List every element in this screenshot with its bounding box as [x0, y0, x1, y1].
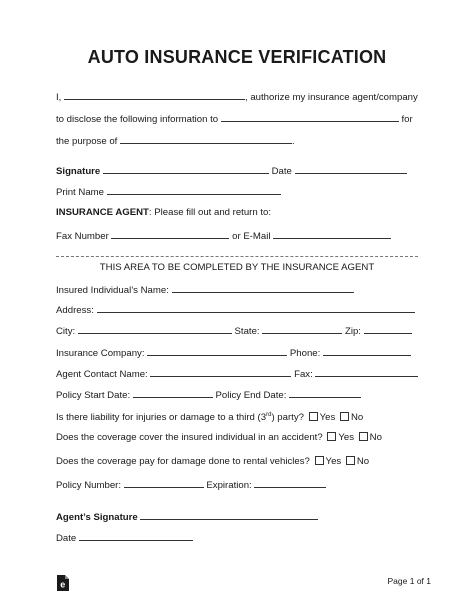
print-name-blank[interactable]	[107, 185, 281, 195]
purpose-suffix: .	[292, 136, 295, 147]
agent-signature-line	[56, 510, 418, 524]
authorize-line	[56, 90, 418, 104]
rental-yes-label: Yes	[325, 456, 342, 467]
signature-line	[56, 164, 418, 178]
zip-blank[interactable]	[364, 324, 412, 334]
disclose-suffix: for	[401, 114, 413, 125]
signature-blank[interactable]	[103, 164, 269, 174]
section-heading: THIS AREA TO BE COMPLETED BY THE INSURANCE AGENT	[99, 262, 375, 273]
svg-text:e: e	[60, 579, 66, 590]
policy-end-label: Policy End Date:	[215, 390, 287, 401]
city-state-zip-line	[56, 324, 418, 338]
agent-contact-blank[interactable]	[150, 367, 291, 377]
phone-label: Phone:	[289, 348, 321, 359]
disclose-line	[56, 112, 418, 126]
policy-start-blank[interactable]	[133, 388, 213, 398]
email-blank[interactable]	[273, 229, 391, 239]
form-title: AUTO INSURANCE VERIFICATION	[87, 47, 387, 67]
section-divider	[56, 256, 418, 257]
disclose-prefix: to disclose the following information to	[56, 114, 219, 125]
policy-dates-line	[56, 388, 418, 402]
agent-instructions	[56, 207, 418, 219]
zip-label: Zip:	[344, 326, 361, 337]
policy-number-label: Policy Number:	[56, 480, 122, 491]
company-phone-line	[56, 346, 418, 360]
liability-question-text: Is there liability for injuries or damage to a third (3	[56, 412, 267, 424]
agent-signature-blank[interactable]	[140, 510, 318, 520]
insurance-company-label: Insurance Company:	[56, 348, 145, 359]
page-number: Page 1 of 1	[387, 576, 431, 586]
liability-question-after: ) party?	[271, 412, 304, 424]
insured-name-line	[56, 283, 418, 297]
expiration-label: Expiration:	[206, 480, 252, 491]
agent-instructions-bold: INSURANCE AGENT	[56, 207, 149, 218]
email-label: or E-Mail	[232, 231, 271, 242]
address-line	[56, 303, 418, 317]
agent-date-blank[interactable]	[79, 531, 193, 541]
fax-email-line	[56, 229, 418, 243]
rental-yes-checkbox[interactable]	[315, 456, 324, 465]
policy-number-blank[interactable]	[124, 478, 204, 488]
signature-date-label: Date	[271, 166, 292, 177]
print-name-line	[56, 185, 418, 199]
coverage-question	[56, 432, 418, 444]
rental-no-label: No	[356, 456, 370, 467]
agent-date-line	[56, 531, 418, 545]
phone-blank[interactable]	[323, 346, 411, 356]
city-label: City:	[56, 326, 76, 337]
agent-fax-blank[interactable]	[315, 367, 418, 377]
coverage-question-text: Does the coverage cover the insured individual in an accident?	[56, 432, 323, 443]
rental-question	[56, 456, 418, 468]
signature-label: Signature	[56, 166, 101, 177]
insured-name-label: Insured Individual’s Name:	[56, 285, 169, 296]
coverage-no-checkbox[interactable]	[359, 432, 368, 441]
signature-date-blank[interactable]	[295, 164, 407, 174]
eforms-logo-icon	[56, 575, 69, 591]
liability-yes-label: Yes	[319, 412, 336, 424]
agent-fax-label: Fax:	[294, 369, 313, 380]
purpose-line	[56, 134, 418, 148]
purpose-prefix: the purpose of	[56, 136, 118, 147]
coverage-yes-checkbox[interactable]	[327, 432, 336, 441]
address-blank[interactable]	[97, 303, 415, 313]
agent-contact-label: Agent Contact Name:	[56, 369, 148, 380]
agent-instructions-text: : Please fill out and return to:	[148, 207, 272, 218]
insurance-company-blank[interactable]	[147, 346, 287, 356]
agent-fax-line	[56, 367, 418, 381]
rental-no-checkbox[interactable]	[346, 456, 355, 465]
expiration-blank[interactable]	[254, 478, 326, 488]
rental-question-text: Does the coverage pay for damage done to rental vehicles?	[56, 456, 310, 467]
city-blank[interactable]	[78, 324, 232, 334]
agent-signature-label: Agent’s Signature	[56, 512, 138, 523]
coverage-yes-label: Yes	[338, 432, 354, 443]
liability-yes-checkbox[interactable]	[309, 412, 318, 421]
address-label: Address:	[56, 305, 94, 316]
purpose-blank[interactable]	[120, 134, 292, 144]
insured-name-blank[interactable]	[172, 283, 354, 293]
liability-question-sup: rd	[266, 412, 272, 418]
coverage-no-label: No	[369, 432, 382, 443]
liability-no-checkbox[interactable]	[340, 412, 349, 421]
print-name-label: Print Name	[56, 187, 104, 198]
policy-end-blank[interactable]	[289, 388, 361, 398]
policy-start-label: Policy Start Date:	[56, 390, 131, 401]
state-label: State:	[234, 326, 260, 337]
state-blank[interactable]	[262, 324, 342, 334]
agent-date-label: Date	[56, 533, 77, 544]
liability-no-label: No	[350, 412, 364, 424]
authorize-suffix: , authorize my insurance agent/company	[245, 92, 418, 103]
policy-number-line	[56, 478, 418, 492]
liability-question	[56, 409, 418, 424]
authorize-prefix: I,	[56, 92, 62, 103]
name-blank[interactable]	[64, 90, 245, 100]
fax-number-label: Fax Number	[56, 231, 109, 242]
recipient-blank[interactable]	[221, 112, 399, 122]
fax-number-blank[interactable]	[111, 229, 229, 239]
